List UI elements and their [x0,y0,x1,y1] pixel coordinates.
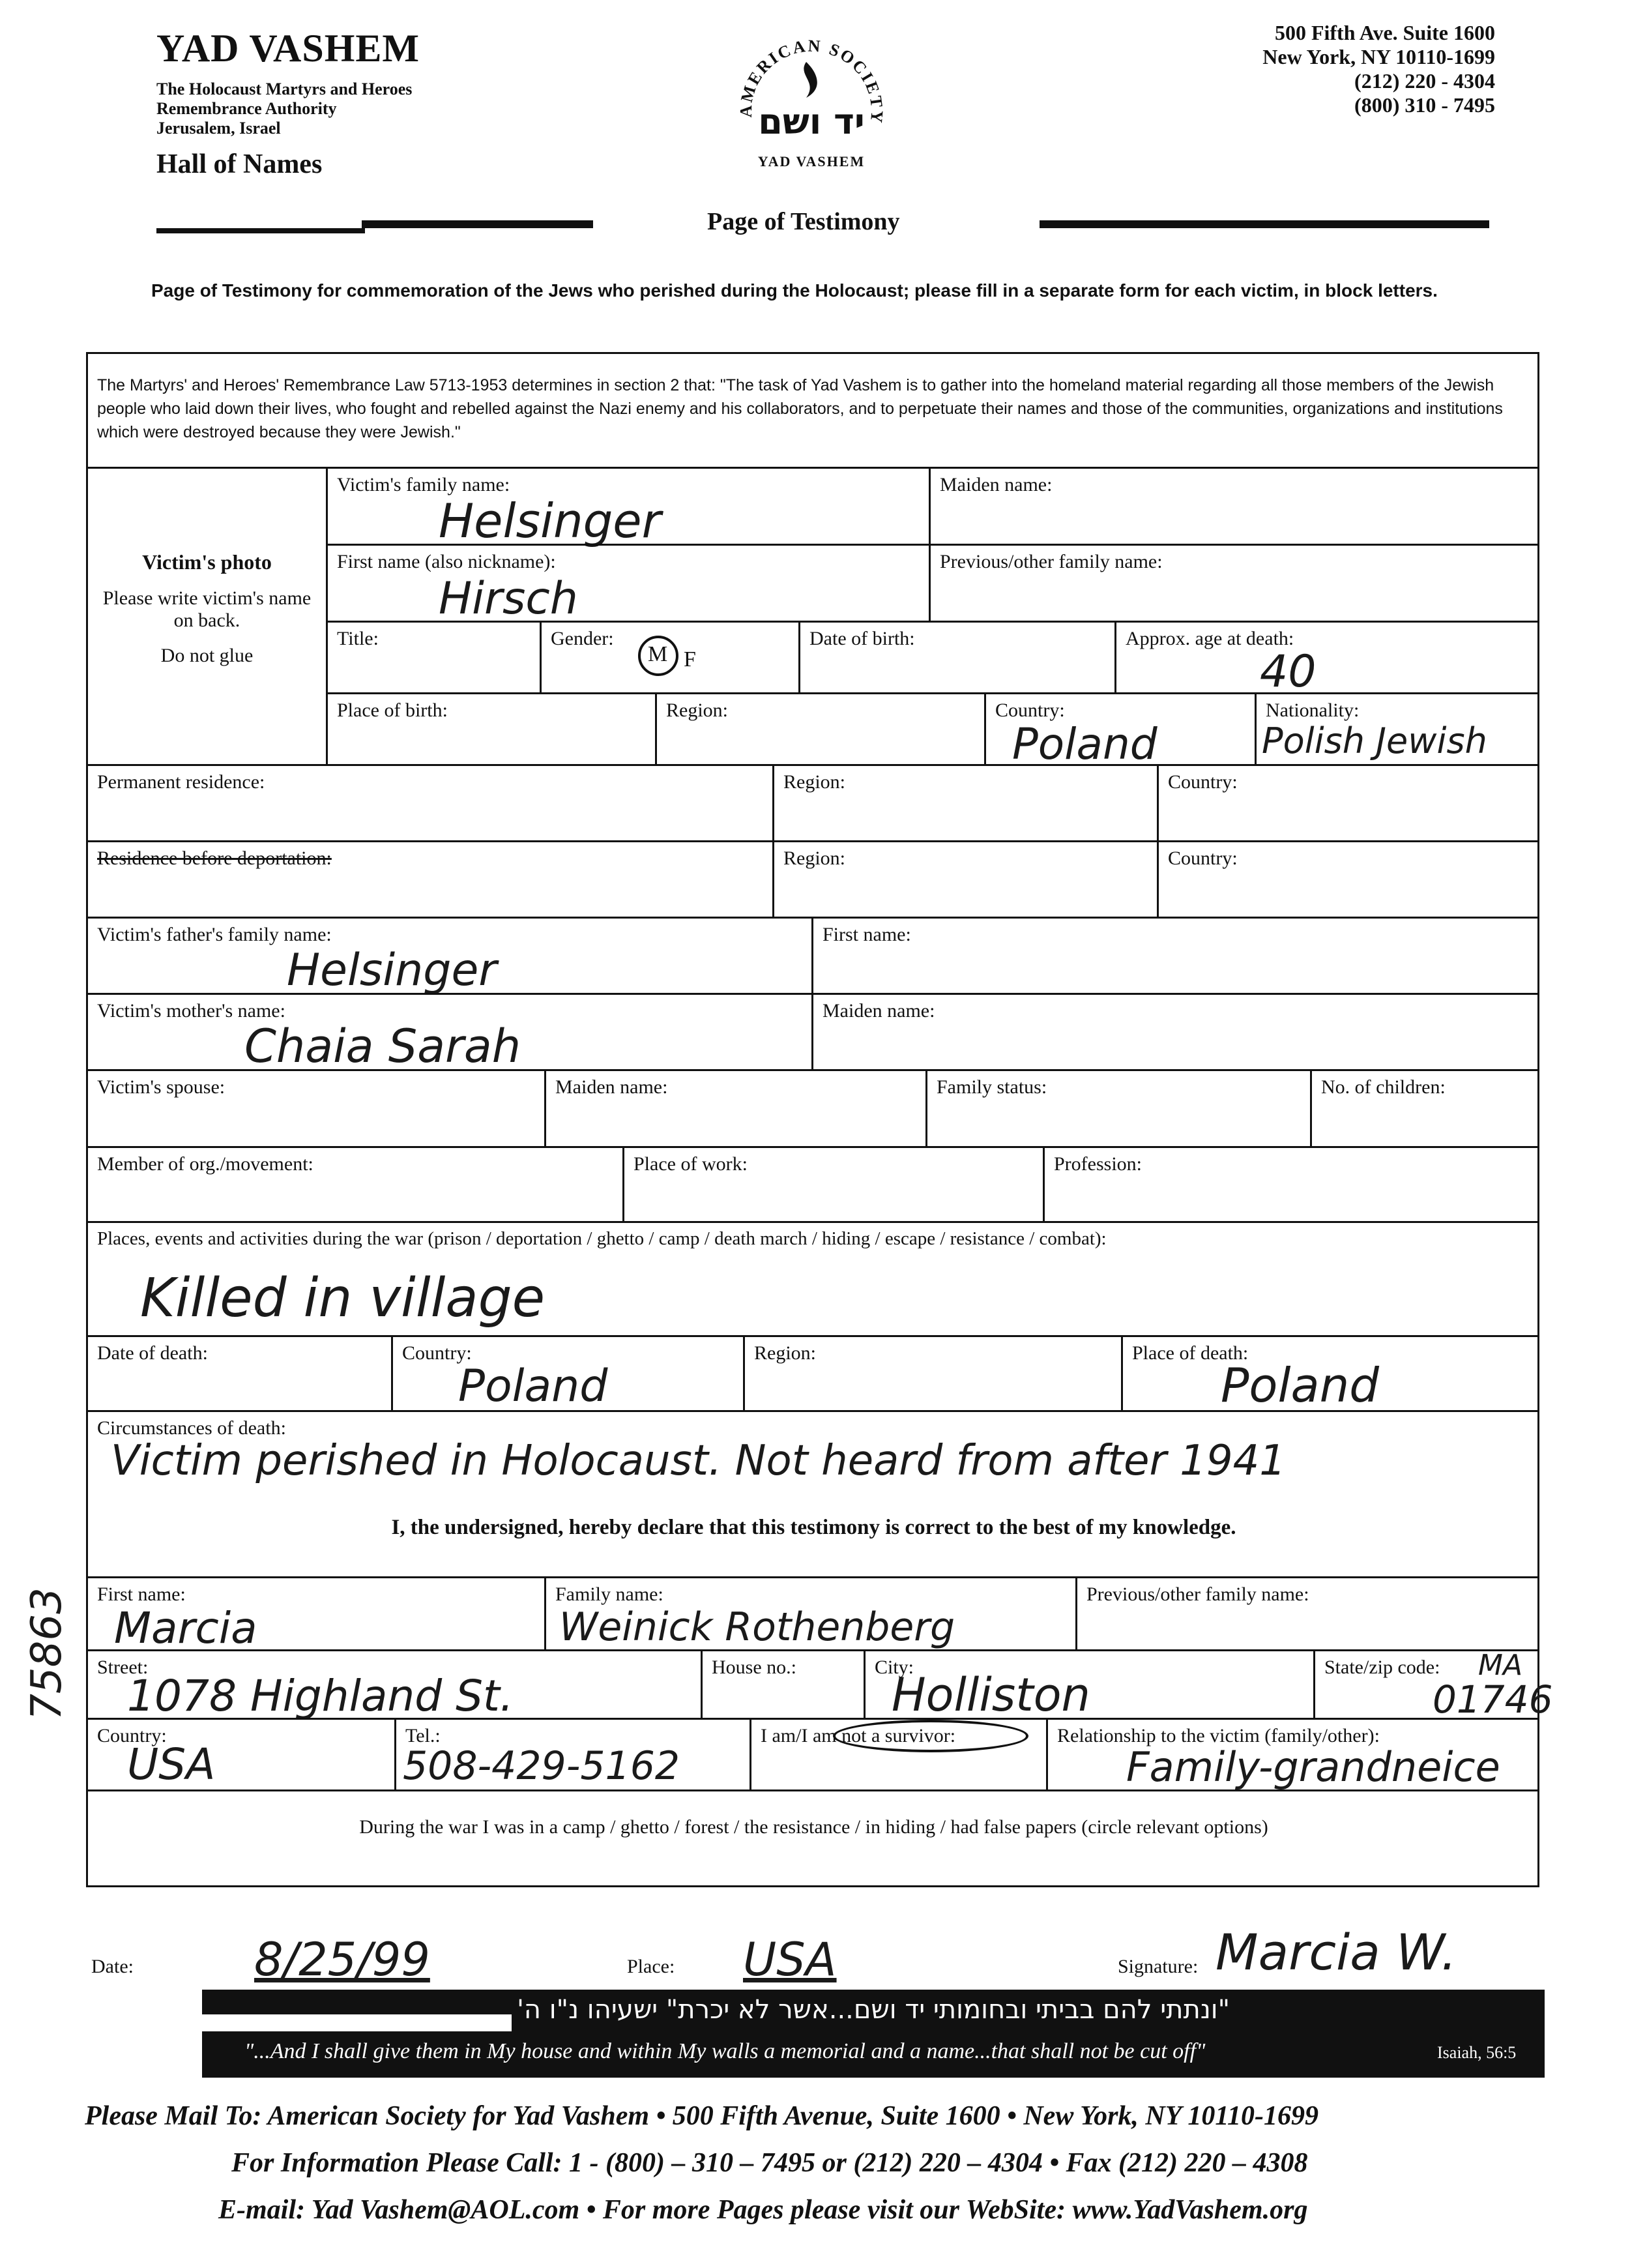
father-family-name-field[interactable] [88,917,811,996]
submitter-tel-value: 508-429-5162 [403,1743,680,1789]
war-activities-field[interactable] [88,1221,1539,1335]
profession-label: Profession: [1054,1153,1142,1175]
family-name-value: Helsinger [439,493,662,548]
society-seal [727,26,896,196]
survivor-circle-mark [833,1720,1028,1752]
father-first-name-label: First name: [822,924,911,945]
age-label: Approx. age at death: [1126,628,1294,649]
nationality-field[interactable] [1255,692,1539,764]
residence-region-field[interactable] [772,764,1157,840]
place-of-work-label: Place of work: [633,1153,748,1175]
residence-country-field[interactable] [1157,764,1539,840]
family-status-label: Family status: [937,1076,1047,1098]
survivor-status-field[interactable] [750,1718,1046,1789]
place-of-birth-field[interactable] [326,692,655,764]
submitter-zip-value: 01746 [1433,1677,1553,1722]
submitter-zip-field[interactable] [1313,1649,1553,1722]
first-name-value: Hirsch [439,573,578,625]
place-of-death-value: Poland [1221,1358,1379,1413]
relationship-label: Relationship to the victim (family/other): [1057,1725,1380,1746]
seal-hebrew: יד ושם [758,101,865,142]
svg-text:AMERICAN SOCIETY FOR: AMERICAN SOCIETY [736,36,887,125]
signature-label: Signature: [1118,1956,1199,1977]
submitter-zip-label: State/zip code: [1324,1657,1440,1678]
org-movement-label: Member of org./movement: [97,1153,313,1175]
dob-field[interactable] [798,621,1114,692]
banner-english: "...And I shall give them in My house and within My walls a memorial and a name...that shall not be cut off" [244,2039,1206,2063]
nationality-value: Polish Jewish [1262,720,1487,761]
spouse-field[interactable] [88,1069,544,1146]
father-family-name-label: Victim's father's family name: [97,924,332,945]
place-of-birth-label: Place of birth: [337,700,448,721]
age-value: 40 [1260,646,1317,698]
first-name-label: First name (also nickname): [337,551,556,572]
death-country-label: Country: [402,1342,472,1364]
intro-text: Page of Testimony for commemoration of the Jews who perished during the Holocaust; please fill in a separate form for each victim, in block letters. [151,280,1438,301]
submitter-country-label: Country: [97,1725,167,1746]
submitter-prev-name-label: Previous/other family name: [1086,1583,1309,1605]
father-family-name-value: Helsinger [287,945,497,996]
survivor-status-label: I am/I am not a survivor: [761,1725,956,1746]
banner-white-stripe [199,2014,512,2031]
photo-title: Victim's photo [142,550,272,574]
war-activities-value: Killed in village [140,1267,546,1329]
submitter-first-name-field[interactable] [88,1576,544,1653]
spouse-maiden-name-field[interactable] [544,1069,925,1146]
mother-name-value: Chaia Sarah [244,1020,521,1073]
death-country-field[interactable] [391,1335,743,1410]
nationality-label: Nationality: [1266,700,1360,721]
date-label: Date: [91,1956,134,1977]
mother-name-field[interactable] [88,993,811,1073]
submitter-street-field[interactable] [88,1649,701,1721]
residence-country-label: Country: [1168,771,1238,793]
children-count-field[interactable] [1310,1069,1539,1146]
declaration-text: I, the undersigned, hereby declare that this testimony is correct to the best of my knowledge. [391,1516,1236,1539]
submitter-prev-name-field[interactable] [1075,1576,1539,1649]
submitter-house-label: House no.: [712,1657,796,1678]
mother-name-label: Victim's mother's name: [97,1000,285,1022]
submitter-country-value: USA [127,1739,216,1789]
org-subtitle: The Holocaust Martyrs and Heroes Remembrance Authority Jerusalem, Israel [156,80,413,138]
circumstances-label: Circumstances of death: [97,1417,286,1439]
family-name-label: Victim's family name: [337,474,510,495]
date-value: 8/25/99 [254,1933,430,1986]
permanent-residence-field[interactable] [88,764,772,840]
submitter-country-field[interactable] [88,1718,394,1789]
residence-region-label: Region: [783,771,845,793]
title-field[interactable] [326,621,540,692]
submitter-tel-label: Tel.: [405,1725,441,1746]
side-record-number: 75863 [22,1587,71,1720]
pre-deportation-country-label: Country: [1168,847,1238,869]
maiden-name-field[interactable] [929,467,1539,544]
spouse-maiden-name-label: Maiden name: [555,1076,668,1098]
age-field[interactable] [1114,621,1539,698]
first-name-field[interactable] [326,544,929,625]
footer-phone: For Information Please Call: 1 - (800) – 310 – 7495 or (212) 220 – 4304 • Fax (212) 220 – 4308 [231,2148,1308,2178]
date-of-death-label: Date of death: [97,1342,208,1364]
banner-hebrew: "ונתתי להם בביתי ובחומותי יד ושם...אשר לא יכרת" ישעיהו נ"ו ה' [516,1995,1230,2025]
circumstances-field[interactable] [88,1410,1539,1485]
gender-m-option[interactable]: M [648,642,668,666]
footer-mail: Please Mail To: American Society for Yad Vashem • 500 Fifth Avenue, Suite 1600 • New York, NY 10110-1699 [85,2101,1319,2131]
birth-region-label: Region: [666,700,728,721]
title-label: Title: [337,628,379,649]
submitter-city-label: City: [875,1657,914,1678]
prev-family-name-label: Previous/other family name: [940,551,1163,572]
death-region-field[interactable] [743,1335,1121,1410]
pre-deportation-residence-label: Residence before deportation: [97,847,332,869]
submitter-city-field[interactable] [864,1649,1313,1722]
place-of-death-field[interactable] [1121,1335,1539,1413]
gender-label: Gender: [551,628,614,649]
birth-country-field[interactable] [984,692,1255,769]
header-rule-left-a [156,228,365,233]
submitter-first-name-label: First name: [97,1583,186,1605]
birth-country-value: Poland [1012,719,1157,769]
submitter-first-name-value: Marcia [114,1603,257,1653]
submitter-street-value: 1078 Highland St. [127,1671,514,1721]
circumstances-value: Victim perished in Holocaust. Not heard from after 1941 [111,1437,1286,1485]
mother-maiden-name-field[interactable] [811,993,1539,1069]
svg-text:YAD VASHEM: YAD VASHEM [757,153,866,169]
scripture-banner [202,1990,1545,2078]
relationship-value: Family-grandneice [1126,1743,1500,1791]
gender-f-option[interactable]: F [684,647,696,671]
law-text: The Martyrs' and Heroes' Remembrance Law 5713-1953 determines in section 2 that: "The task of Yad Vashem is to gather into the homeland material regarding all those members of the Jewish people who laid down their lives, who fought and rebelled against the Nazi enemy and his collaborators, and to perpetuate their names and those of the communities, organizations and institutions which were destroyed because they were Jewish." [97,376,1503,441]
hall-of-names: Hall of Names [156,149,323,179]
testimony-form [86,352,1553,1887]
pre-deportation-region-label: Region: [783,847,845,869]
family-status-field[interactable] [925,1069,1310,1146]
footer-web: E-mail: Yad Vashem@AOL.com • For more Pages please visit our WebSite: www.YadVashem.org [218,2195,1308,2225]
mother-maiden-name-label: Maiden name: [822,1000,935,1022]
dob-label: Date of birth: [809,628,915,649]
submitter-house-field[interactable] [701,1649,864,1718]
father-first-name-field[interactable] [811,917,1539,993]
birth-country-label: Country: [995,700,1065,721]
maiden-name-label: Maiden name: [940,474,1053,495]
death-country-value: Poland [458,1361,608,1412]
place-value: USA [743,1933,837,1986]
permanent-residence-label: Permanent residence: [97,771,265,793]
pre-deportation-region-field[interactable] [772,840,1157,917]
place-of-death-label: Place of death: [1132,1342,1249,1364]
prev-family-name-field[interactable] [929,544,1539,621]
relationship-field[interactable] [1046,1718,1539,1789]
death-region-label: Region: [754,1342,816,1364]
date-of-death-field[interactable] [88,1335,391,1410]
children-count-label: No. of children: [1321,1076,1446,1098]
war-activities-label: Places, events and activities during the war (prison / deportation / ghetto / camp / death march / hiding / escape / resistance / combat): [97,1228,1107,1249]
family-name-field[interactable] [326,467,929,548]
place-label: Place: [627,1956,675,1977]
org-title: YAD VASHEM [156,27,420,70]
photo-note: Please write victim's name on back. [102,587,312,631]
header-rule-left-b [362,220,593,228]
submitter-street-label: Street: [97,1657,149,1678]
gender-field[interactable] [540,621,798,692]
spouse-label: Victim's spouse: [97,1076,226,1098]
signature-value: Marcia W. [1216,1923,1457,1981]
seal-emblem-icon [727,26,896,196]
submitter-city-value: Holliston [892,1668,1090,1722]
submitter-family-name-value: Weinick Rothenberg [559,1604,955,1650]
submitter-state-value: MA [1478,1649,1523,1682]
org-movement-field[interactable] [88,1146,622,1221]
photo-glue-note: Do not glue [160,645,254,666]
banner-citation: Isaiah, 56:5 [1437,2043,1517,2062]
submitter-family-name-label: Family name: [555,1583,663,1605]
pre-deportation-residence-field[interactable] [88,840,772,917]
pre-deportation-country-field[interactable] [1157,840,1539,917]
header-rule-right [1040,220,1489,228]
war-options-text: During the war I was in a camp / ghetto / forest / the resistance / in hiding / had false papers (circle relevant options) [359,1816,1268,1838]
org-address: 500 Fifth Ave. Suite 1600 New York, NY 10110-1699 (212) 220 - 4304 (800) 310 - 7495 [1262,21,1495,117]
birth-region-field[interactable] [655,692,984,764]
war-options-field[interactable] [88,1789,1539,1885]
profession-field[interactable] [1043,1146,1539,1221]
page-title: Page of Testimony [707,208,900,235]
submitter-tel-field[interactable] [394,1718,750,1789]
place-of-work-field[interactable] [622,1146,1043,1221]
submitter-family-name-field[interactable] [544,1576,1075,1649]
